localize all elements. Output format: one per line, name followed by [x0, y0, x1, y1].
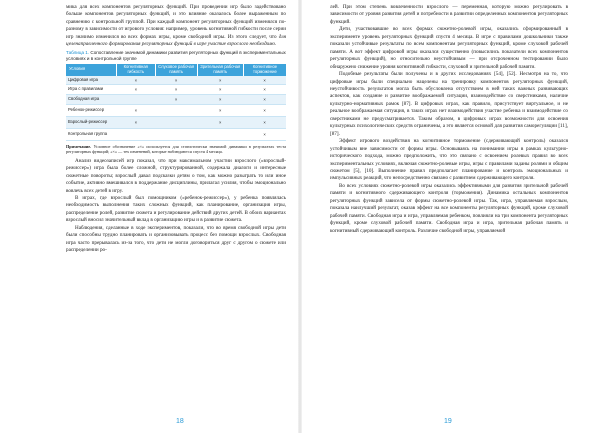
table-cell: × [197, 85, 243, 95]
table-cell: × [243, 94, 286, 104]
table-cell: × [155, 94, 197, 104]
table-row [66, 116, 286, 128]
row-label: Цифровая игра [66, 76, 117, 85]
results-table [66, 64, 286, 141]
paragraph: Наблюдения, сделанные в ходе экспериментов, показали, что во время свободной игры дети были способны трудно планировать и организовывать процесс без помощи взрослых. Свободная игра часто прерывалась из-за того, что дети не могли договориться друг с другом о сюжете или распределении ро- [66, 224, 286, 254]
paragraph: Дети, участвовавшие во всех формах сюжетно-ролевой игры, оказались сформированный в эксперименте уровень регуляторных функций спустя 4 месяца. В игре с правилами дошкольники также показали устойчивые результаты по всем компонентам регуляторных функций, кроме слуховой рабочей памяти. А вот эффект цифровой игры оказался существенно (повысились показатели всех компонентов регуляторных функций), но относительно неустойчивым — при отсроченном тестировании было обнаружено снижение уровня когнитивной гибкости, слуховой и зрительной рабочей памяти. [330, 26, 568, 70]
table-cell: × [243, 128, 286, 140]
table-row [66, 128, 286, 140]
table-cell: × [243, 85, 286, 95]
paragraph: Эффект игрового воздействия на когнитивное торможение (сдерживающий контроль) оказался устойчивым вне зависимости от формы игры. Основываясь на понимании игры в рамках культурно-исторического подхода, можно предположить, что это связано с освоением ролевых правил во всех экспериментальных условиях, включая сюжетно-ролевые игры, игры с правилами заданы ролями и общим сюжетом [5], [10]. Выполнение правил предполагает планирование и контроль эмоциональных и импульсивных реакций, что непосредственно связано с развитием сдерживающего контроля. [330, 138, 568, 182]
table-header: Зрительная рабочая память [197, 64, 243, 76]
table-cell: × [197, 94, 243, 104]
page-number-left: 18 [176, 418, 184, 425]
row-label: Взрослый-режиссер [66, 116, 117, 128]
table-cell [117, 128, 156, 140]
table-row [66, 76, 286, 85]
table-header: Условия [66, 64, 117, 76]
table-caption-label: Таблица 1. [66, 49, 90, 55]
paragraph: лей. При этом степень вовлеченности взрослого — переменная, которую можно регулировать в зависимости от уровня развития детей и потребности в развитии определенных компонентов регуляторных функций. [330, 4, 568, 25]
paragraph: Подобные результаты были получены и в других исследованиях [54], [52]. Несмотря на то, что цифровые игры были специально нацелены на тренировку компонентов регуляторных функций, неустойчивость результатов могла быть обусловлена отсутствием в ней таких важных развивающих аспектов, как создание и развитие воображаемой ситуации, взаимодействие со сверстниками, наличие культурно-нормативных рамок [87]. В цифровых играх, как правило, присутствует виртуальное, и не реальное воображаемая ситуация, в таких играх нет взаимодействия участие ребенка и взаимодействие со сверстниками не предусматривается. Таким образом, в цифровых играх возможности для освоения культурных психологических средств ограничены, а это является основой для развития саморегуляции [11], [87]. [330, 71, 568, 137]
table-cell: × [117, 116, 156, 128]
table-note: Примечание. Условное обозначение «×» используется для статистически значимой динамики в результатах теста регуляторных функций; «×» — тех изменений, которые наблюдаются спустя 4 месяца. [66, 143, 287, 155]
table-cell [117, 94, 156, 104]
paragraph: В играх, где взрослый был помощником («ребенок-режиссер»), у ребенка появлялась необходимость выполнения таких сложных функций, как планирование, организация игры, распределение ролей, развитие сюжета и регулирование действий других детей. В обоих вариантах взрослый вносил значительный вклад в организацию игры и в развитие сюжета. [66, 194, 286, 224]
table-header: Когнитивная гибкость [117, 64, 156, 76]
table-cell: × [117, 85, 156, 95]
table-cell: × [197, 76, 243, 85]
table-cell [197, 128, 243, 140]
row-label: Ребенок-режиссер [66, 104, 117, 116]
table-cell [155, 104, 197, 116]
table-cell [155, 116, 197, 128]
table-caption-text: Сопоставление значимой динамики развития регуляторных функций в экспериментальных условиях и в контрольной группе [66, 49, 286, 61]
table-cell [155, 128, 197, 140]
row-label: Свободная игра [66, 94, 117, 104]
table-row [66, 104, 286, 116]
table-cell: × [155, 85, 197, 95]
table-cell: × [243, 76, 286, 85]
table-row [66, 85, 286, 95]
table-cell: × [197, 104, 243, 116]
paragraph: Анализ видеозаписей игр показал, что при максимальном участии взрослого («взрослый-режиссер») игра была более сложной, структурированной, содержала диалоги и интересные сюжетные повороты; взрослый давал подсказки детям о том, как можно разыграть то или иное событие, активно вмешивался в поддержание дисциплины, прилагал усилия, чтобы эмоционально вовлечь всех детей в игру. [66, 157, 286, 194]
row-label: Контрольная группа [66, 128, 117, 140]
table-cell: × [155, 76, 197, 85]
table-header: Слуховое рабочая память [155, 64, 197, 76]
table-cell: × [117, 104, 156, 116]
table-header: Когнитивное торможение [243, 64, 286, 76]
paragraph: мика для всех компонентов регуляторных функций. При проведении игр было задействовано больше компонентов регуляторных функций, и это влияние оказалось более выраженным по сравнению с контрольной группой. При каждый компонент регуляторных функций изменялся по-разному в зависимости от игрового условия: например, уровень когнитивной гибкости после серии игр значимо изменился во всех формах игры, кроме свободной игры. Из этого следует, что для целенаправленного формирования регуляторных функций в игре участие взрослого необходимо. [66, 4, 286, 48]
table-cell: × [117, 76, 156, 85]
table-row [66, 94, 286, 104]
table-caption [66, 50, 286, 62]
table-cell: × [197, 116, 243, 128]
table-cell: × [243, 104, 286, 116]
page-number-right: 19 [444, 418, 452, 425]
row-label: Игра с правилами [66, 85, 117, 95]
table-cell: × [243, 116, 286, 128]
paragraph: Во всех условиях сюжетно-ролевой игры оказались эффективными для развития зрительной рабочей памяти и когнитивного сдерживающего контроля (торможения). Динамика остальных компонентов регуляторных функций зависела от формы сюжетно-ролевой игры. Так, игра, управляемая взрослым, показала наилучший результат, оказав эффект на все компоненты регуляторных функций, кроме слуховой рабочей памяти. Свободная игра и игра, управляемая ребенком, повлияли на три компонента регуляторных функций, кроме слуховой рабочей памяти. Свободная игра и игра, зрительная рабочая память и когнитивный сдерживающий контроль. Различие свободной игры, управляемой [330, 182, 568, 234]
right-page [300, 0, 600, 433]
